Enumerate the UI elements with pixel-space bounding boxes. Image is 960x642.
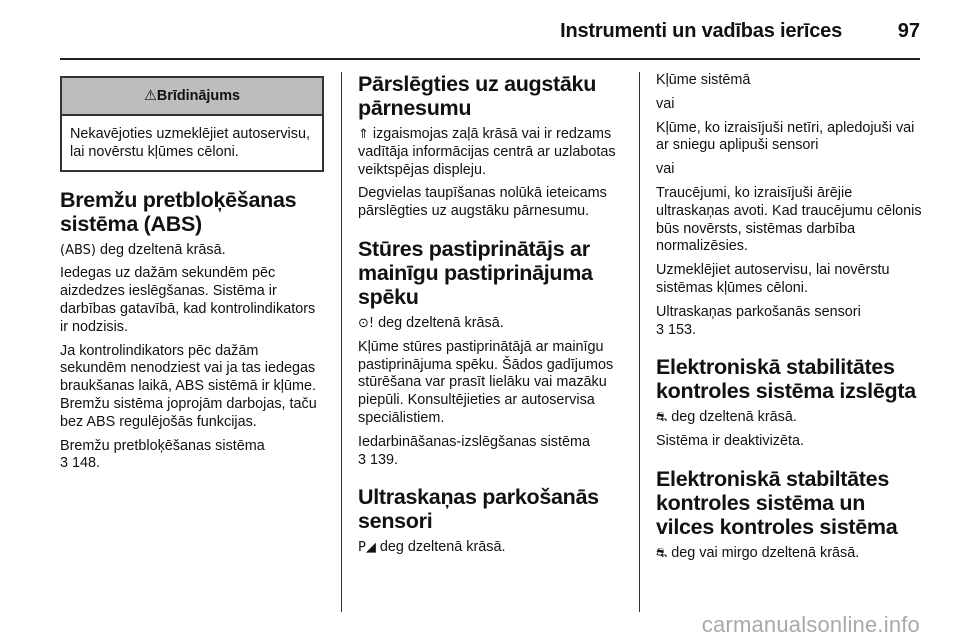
page-header [0, 0, 960, 58]
warning-title: Brīdinājums [156, 88, 241, 104]
column-divider-2 [639, 72, 640, 612]
steering-heading: Stūres pastiprinātājs ar mainīgu pastiprinājuma spēku [358, 236, 593, 309]
upshift-paragraph-2: Degvielas taupīšanas nolūkā ieteicams pārslēgties uz augstāku pārnesumu. [358, 185, 607, 220]
esc-off-icon: ⛐ [656, 410, 668, 426]
abs-p4-text: Bremžu pretbloķēšanas sistēma [60, 437, 265, 454]
parking-paragraph-4: Kļūme, ko izraisījuši netīri, apledojuši vai ar sniegu aplipuši sensori [656, 119, 915, 154]
steering-paragraph-2: Kļūme stūres pastiprinātājā ar mainīgu pastiprinājuma spēku. Šādos gadījumos stūrēšana var prasīt lielāku vai mazāku piepūli. Konsultējieties ar autoservisa speciālistiem. [358, 338, 614, 426]
abs-page-ref[interactable]: 148. [72, 455, 101, 472]
abs-paragraph-3: Ja kontrolindikators pēc dažām sekundēm nenodziest vai ja tas iedegas braukšanas laikā, ABS sistēmā ir kļūme. Bremžu sistēma joprojām darbojas, taču bez ABS regulējošās funkcijas. [60, 342, 317, 430]
esc-tc-icon: ⛐ [656, 545, 668, 561]
parking-heading: Ultraskaņas parkošanās sensori [358, 485, 599, 534]
abs-heading: Bremžu pretbloķēšanas sistēma (ABS) [60, 187, 297, 236]
abs-paragraph-4 [60, 438, 324, 474]
warning-body [62, 116, 322, 170]
abs-paragraph-1 [60, 242, 324, 260]
parking-paragraph-6: Traucējumi, ko izraisījuši ārējie ultraskaņas avoti. Kad traucējumu cēlonis būs novērsts, sistēmas darbība normalizēsies. [656, 184, 922, 255]
parking-p1-text: deg dzeltenā krāsā. [379, 539, 506, 556]
steering-paragraph-1 [358, 315, 632, 333]
page-reference-arrow-icon: 3 [656, 321, 665, 338]
esc-tc-p1-text: deg vai mirgo dzeltenā krāsā. [671, 544, 860, 561]
parking-paragraph-3: vai [656, 95, 675, 112]
warning-text: Nekavējoties uzmeklējiet autoservisu, lai novērstu kļūmes cēloni. [70, 126, 310, 160]
parking-paragraph-5: vai [656, 161, 675, 178]
parking-sensor-icon: P◢ [358, 540, 376, 556]
upshift-arrow-icon: ⇑ [358, 127, 369, 142]
steering-p1-text: deg dzeltenā krāsā. [378, 314, 504, 331]
esc-off-paragraph-1 [656, 409, 922, 427]
column-3 [656, 72, 922, 569]
column-2 [358, 72, 632, 563]
abs-paragraph-2: Iedegas uz dažām sekundēm pēc aizdedzes ieslēgšanas. Sistēma ir darbības gatavībā, kad kontrolindikators ir nodzisis. [60, 265, 316, 335]
column-1 [60, 72, 324, 479]
abs-p1-text: deg dzeltenā krāsā. [99, 241, 226, 258]
upshift-heading: Pārslēgties uz augstāku pārnesumu [358, 72, 597, 120]
page-reference-arrow-icon: 3 [358, 451, 367, 468]
warning-triangle-icon: ⚠ [143, 88, 157, 104]
column-divider-1 [341, 72, 342, 612]
esc-off-paragraph-2: Sistēma ir deaktivizēta. [656, 433, 804, 450]
parking-page-ref[interactable]: 153. [668, 321, 697, 338]
abs-warning-icon: (ABS) [60, 242, 96, 258]
header-rule [60, 58, 920, 60]
parking-paragraph-7: Uzmeklējiet autoservisu, lai novērstu sistēmas kļūmes cēloni. [656, 262, 890, 296]
esc-off-heading: Elektroniskā stabilitātes kontroles sistēma izslēgta [656, 355, 916, 404]
upshift-paragraph-1 [358, 126, 632, 179]
running-header-title: Instrumenti un vadības ierīces [560, 20, 842, 42]
esc-tc-heading: Elektroniskā stabiltātes kontroles sistēma un vilces kontroles sistēma [656, 466, 898, 539]
esc-off-p1-text: deg dzeltenā krāsā. [671, 409, 797, 426]
page-number: 97 [897, 20, 920, 42]
watermark: carmanualsonline.info [701, 612, 920, 637]
warning-header [62, 78, 322, 116]
steering-warning-icon: ⊙! [358, 315, 375, 331]
parking-paragraph-1 [358, 539, 632, 557]
steering-page-ref[interactable]: 139. [370, 451, 399, 468]
parking-paragraph-2: Kļūme sistēmā [656, 72, 751, 88]
page-reference-arrow-icon: 3 [60, 455, 69, 472]
parking-p8-text: Ultraskaņas parkošanās sensori [656, 303, 861, 320]
steering-paragraph-3 [358, 434, 632, 470]
parking-paragraph-8 [656, 304, 922, 340]
upshift-p1-text: izgaismojas zaļā krāsā vai ir redzams vadītāja informācijas centrā ar uzlabotas veiktspējas displeju. [358, 126, 616, 178]
steering-p3-text: Iedarbināšanas-izslēgšanas sistēma [358, 433, 590, 450]
warning-box [60, 76, 324, 172]
esc-tc-paragraph-1 [656, 545, 922, 563]
